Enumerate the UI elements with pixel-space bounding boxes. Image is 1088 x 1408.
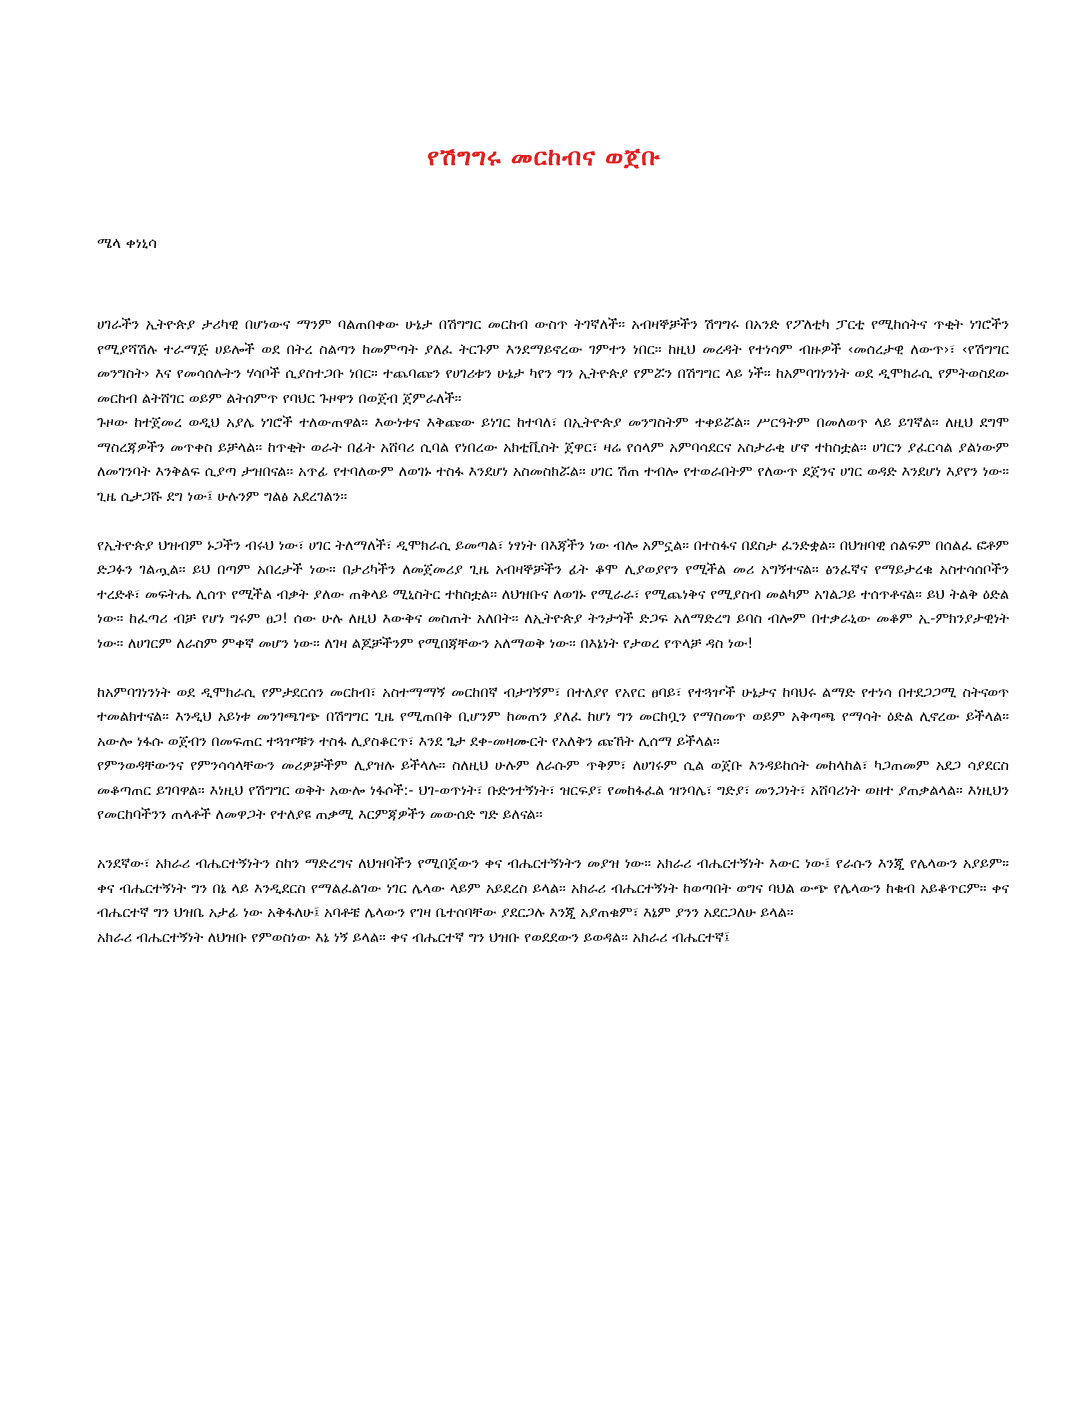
- article-body: [97, 313, 1009, 950]
- document-title: የሽግግሩ መርከብና ወጀቡ: [427, 143, 661, 171]
- paragraph-6: አንደኛው፣ አክራሪ ብሔርተኝነትን ስከን ማድረግና ለህዝባችን የሚበጀውን ቀና ብሔርተኝነትን መያዝ ነው፡፡ አክራሪ ብሔርተኝነት እውር ነው፤ የራሱን እንጂ የሌላውን አያይም። ቀና ብሔርተኝነት ግን በኔ ላይ እንዲደርስ የማልፈልገው ነገር ሌላው ላይም አይደረስ ይላል፡፡ አክራሪ ብሔርተኝነት ከወጣበት ወግና ባህል ውጭ የሌላውን ከቁብ አይቆጥርም። ቀና ብሔርተኛ ግን ህዝቤ አታፊ ነው አቅፋለሁ፤ አባቶቼ ሌላውን የገዛ ቤተሰባቸው ያደርጋሉ እንጂ አያጠቁም፣ እኔም ያንን አደርጋለሁ ይላል።: [97, 856, 1009, 921]
- author-name: ሜላ ቀነኒሳ: [97, 234, 157, 252]
- paragraph-4: ከአምባገነንነት ወደ ዲሞክራሲ የምታደርሰን መርከብ፣ አስተማማኝ መርከበኛ ብታገኝም፣ በተለያየ የአየር ፀባይ፣ የተጓዦች ሁኔታና ከባህሩ ልማድ የተነሳ በተደጋጋሚ ስትናወጥ ተመልክተናል፡፡ እንዲህ አይነቱ መንገጫገጭ በሽግግር ጊዜ የሚጠበቅ ቢሆንም ከመጠን ያለፈ ከሆነ ግን መርከቧን የማስመጥ ወይም አቅጣጫ የማሳት ዕድል ሊኖረው ይችላል፡፡ አውሎ ነፋሱ ወጀብን በመፍጠር ተጓዦቹን ተስፋ ሊያስቆርጥ፣ እንደ ጌታ ደቀ-መዛሙርት የአለቅን ጩኸት ሊሰማ ይችላል፡፡: [97, 684, 1009, 750]
- paragraph-7: አክራሪ ብሔርተኝነት ለህዝቡ የምወስነው እኔ ነኝ ይላል፡፡ ቀና ብሔርተኛ ግን ህዝቡ የወደደውን ይወዳል፡፡ አክራሪ ብሔርተኛ፤: [97, 929, 730, 946]
- paragraph-3: የኢትዮጵያ ህዝብም ኑጋችን ብሩህ ነው፣ ሀገር ትለማለች፣ ዲሞክራሲ ይመጣል፣ ነፃነት በእጃችን ነው ብሎ አምኗል፡፡ በተስፋና በደስታ ፈንድቋል። በህዝባዊ ሰልፍም በሰልፈ ፎቶም ድጋፉን ገልጧል፡፡ ይህ በጣም አበረታች ነው። በታሪካችን ለመጀመሪያ ጊዜ አብዛኞቻችን ፊት ቆሞ ሊያወያየን የሚችል መሪ አግኝተናል፡፡ ፅንፈኛና የማይታረቁ አስተሳሰቦችን ተረድቶ፣ መፍትሔ ሊሰጥ የሚችል ብቃት ያለው ጠቅላይ ሚኒስትር ተከስቷል፡፡ ለህዝቡና ለወገኑ የሚራራ፣ የሚጨነቅና የሚያስብ መልካም አገልጋይ ተሰጥቶናል፡፡ ይህ ትልቅ ዕድል ነው፡፡ ከፈጣሪ ብቻ የሆነ ግሩም ፀጋ! ሰው ሁሉ ለዚህ እውቅና መስጠት አለበት፡፡ ለኢትዮጵያ ትንታጎች ድጋፍ አለማድረግ ይባስ ብሎም በተቃራኒው መቆም ኢ-ምክንያታዊነት ነው፡፡ ለሀገርም ለራስም ምቀኛ መሆን ነው፡፡ ለገዛ ልጆቻችንም የሚበጃቸውን አለማወቅ ነው፡፡ በእኔነት የታወረ የጥላቻ ዳስ ነው!: [97, 537, 1009, 652]
- paragraph-1: ሀገራችን ኢትዮጵያ ታሪካዊ በሆነውና ማንም ባልጠበቀው ሁኔታ በሽግግር መርከብ ውስጥ ትገኛለች፡፡ አብዛኞቻችን ሽግግሩ በአንድ የፖለቲካ ፓርቲ የሚከሰትና ጥቂት ነገሮችን የሚያሻሽሉ ተራማጅ ሀይሎች ወደ በትረ ስልጣን ከመምጣት ያለፈ ትርጉም እንደማይኖረው ገምተን ነበር፡፡ ከዚህ መረዳት የተነሳም ብዙዎች ‹መሰረታዊ ለውጥ›፣ ‹የሽግግር መንግስት› እና የመሳሰሉትን ሃሳቦች ሲያስተጋቡ ነበር። ተጨባጩን የሀገሪቱን ሁኔታ ካየን ግን ኢትዮጵያ የምሯን በሽግግር ላይ ነች። ከአምባገነንነት ወደ ዲሞክራሲ የምትወስደው መርከብ ልትሸገር ወይም ልትሰምጥ የባህር ጉዞዋን በወጀብ ጀምራለች፡፡: [97, 317, 1009, 407]
- paragraph-5: የምንወዳቸውንና የምንሳሳላቸውን መሪዎቻችም ሊያዝሉ ይችላሉ። ስለዚህ ሁሉም ለራሱም ጥቅም፣ ለሀገሩም ሲል ወጀቡ እንዳይከሰት መከላከል፣ ካጋጠመም አደጋ ሳያደርስ መቆጣጠር ይገባዋል፡፡ እነዚህ የሽግግር ወቅት አውሎ ነፋሶች:- ህገ-ወጥነት፣ ቡድንተኝነት፣ ዝርፍያ፣ የመከፋፈል ዝንባሌ፣ ግድያ፣ መንጋነት፣ አሸባሪነት ወዘተ ያጠቃልላል። እነዚህን የመርከባችንን ጠላቶች ለመዋጋት የተለያዩ ጠቃሚ እርምጃዎችን መውሰድ ግድ ይለናል፡፡: [97, 758, 1009, 823]
- paragraph-2: ጉዞው ከተጀመረ ወዲህ አያሌ ነገሮች ተለውጠዋል፡፡ እውነቱና እቅጩው ይነገር ከተባለ፣ በኢትዮጵያ መንግስትም ተቀይሯል። ሥርዓትም በመለወጥ ላይ ይገኛል፡፡ ለዚህ ደግሞ ማስረጃዎችን መጥቀስ ይቻላል፡፡ ከጥቂት ወራት በፊት አሸባሪ ሲባል የነበረው አክቲቪስት ጀዋር፣ ዛሬ የሰላም አምባሳደርና አስታራቂ ሆኖ ተከስቷል፡፡ ሀገርን ያፈርሳል ያልነውም ለመገንባት እንቅልፍ ሲያጣ ታዝበናል፡፡ አጥፊ የተባለውም ለወገኑ ተስፋ እንደሆነ አስመስክሯል፡፡ ሀገር ሽጠ ተብሎ የተወራበትም የለውጥ ደጀንና ሀገር ወዳድ እንደሆነ እያየን ነው፡፡ ጊዜ ሲታጋሹ ደግ ነው፤ ሁሉንም ግልፅ አደረገልን፡፡: [97, 415, 1009, 505]
